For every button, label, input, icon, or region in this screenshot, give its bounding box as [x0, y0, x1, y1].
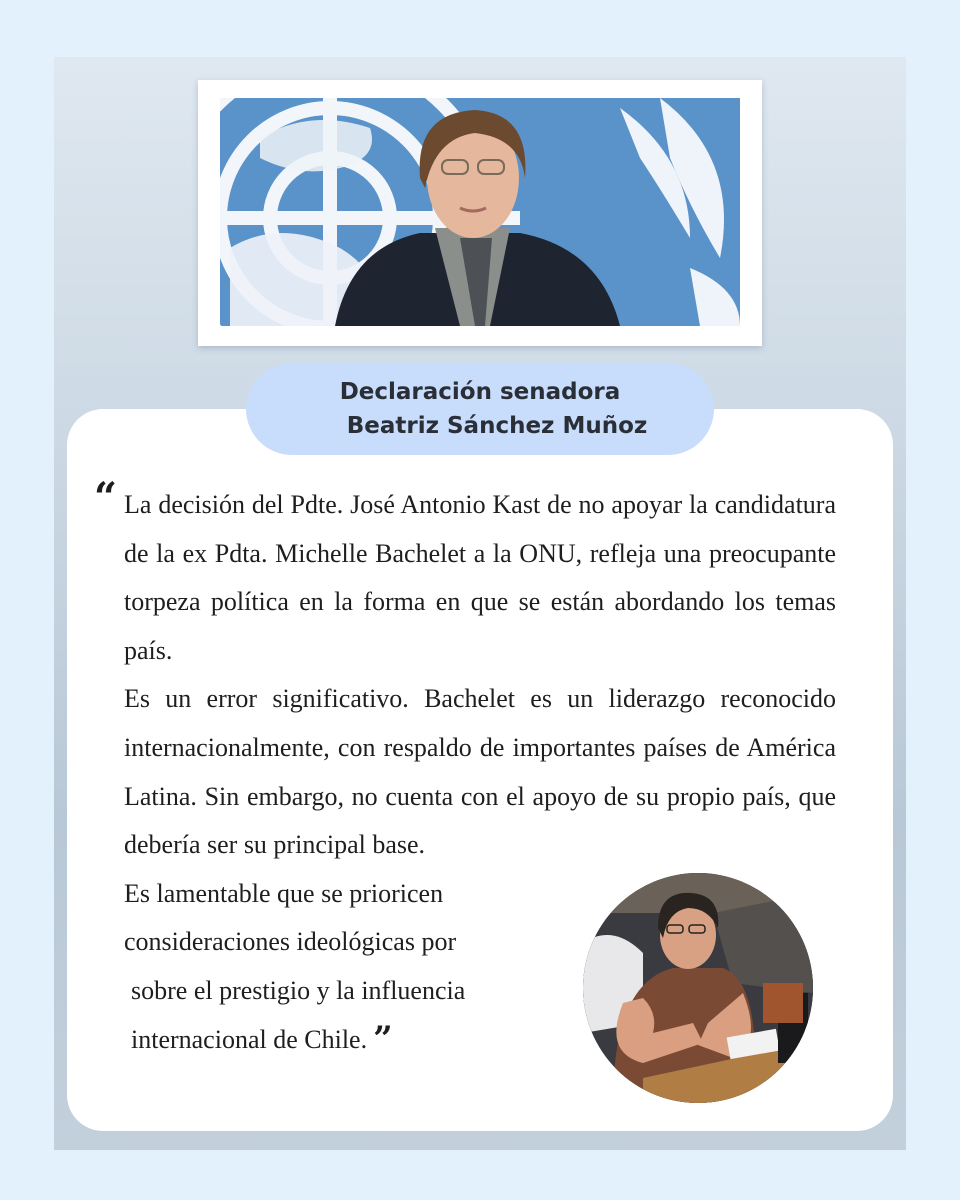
quote-closing-text: internacional de Chile.	[131, 1024, 368, 1054]
close-quote-icon: ”	[373, 1018, 393, 1059]
quote-paragraph: Es un error significativo. Bachelet es un liderazgo reconocido internacionalmente, con respaldo de importantes países de América Latina. Sin embargo, no cuenta con el apoyo de su propio país, que debería ser su principal base.	[124, 684, 836, 860]
quote-paragraph: La decisión del Pdte. José Antonio Kast de no apoyar la candidatura de la ex Pdta. Michelle Bachelet a la ONU, refleja una preocupante torpeza política en la forma en que se están abordando los temas país.	[124, 490, 836, 665]
quote-closing-line: sobre el prestigio y la influencia	[131, 975, 466, 1005]
quote-closing-line	[124, 1016, 551, 1065]
quote-text	[124, 481, 836, 1064]
quote-closing-line: consideraciones ideológicas por	[124, 927, 457, 957]
title-line-2: Beatriz Sánchez Muñoz	[346, 413, 648, 439]
title-line-1: Declaración senadora	[339, 379, 621, 405]
top-photo-frame	[198, 80, 762, 346]
quote-closing-line: Es lamentable que se prioricen	[124, 878, 444, 908]
title-pill	[246, 363, 714, 455]
open-quote-icon: “	[94, 474, 118, 521]
top-photo	[220, 98, 740, 326]
